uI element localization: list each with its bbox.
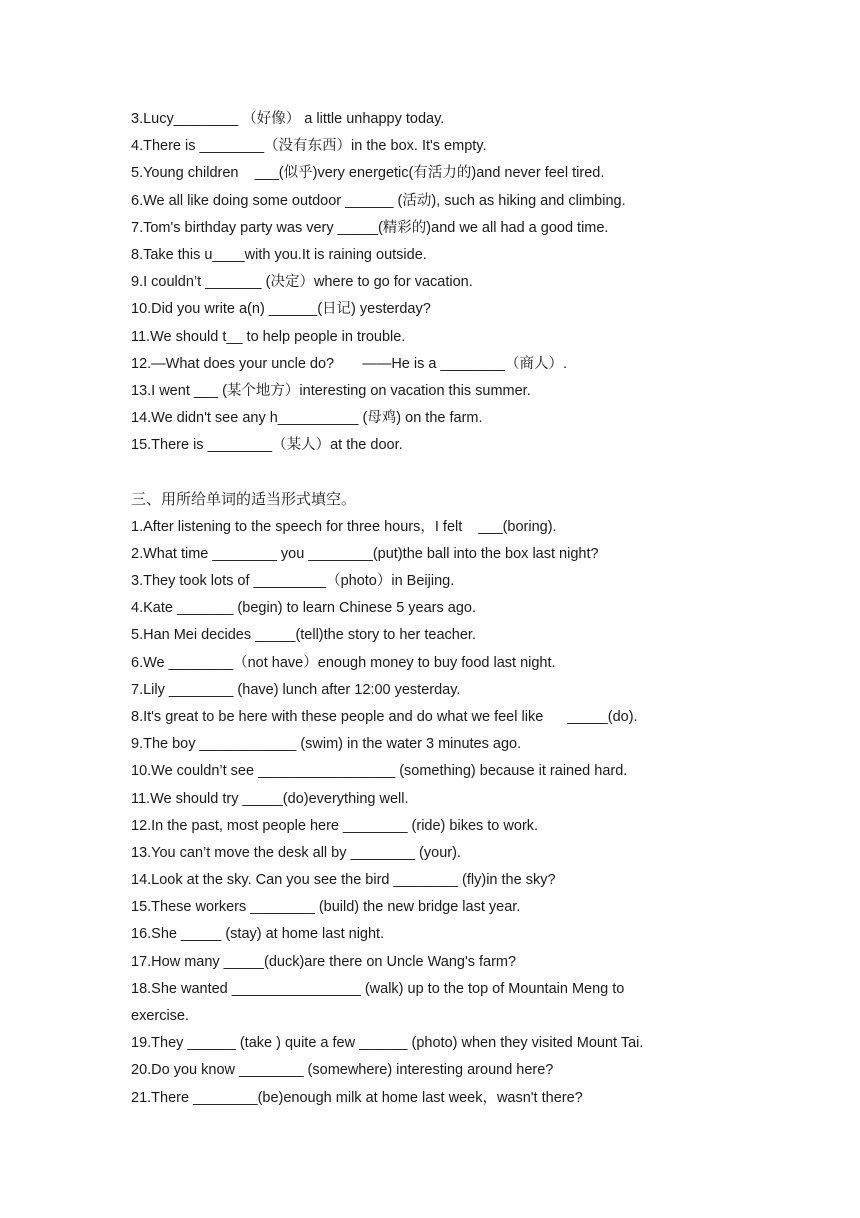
exercise-item: 20.Do you know ________ (somewhere) interesting around here?	[131, 1062, 554, 1079]
exercise-item: 4.Kate _______ (begin) to learn Chinese 5 years ago.	[131, 600, 477, 617]
exercise-item: 7.Lily ________ (have) lunch after 12:00 yesterday.	[131, 681, 461, 698]
exercise-item: 3.Lucy________ （好像） a little unhappy today.	[131, 111, 445, 127]
exercise-item: 7.Tom's birthday party was very _____(精彩的)and we all had a good time.	[131, 219, 609, 236]
exercise-item: 14.We didn't see any h__________ (母鸡) on the farm.	[131, 410, 483, 427]
exercise-item: 5.Han Mei decides _____(tell)the story to her teacher.	[131, 627, 476, 644]
exercise-item: 12.In the past, most people here ________ (ride) bikes to work.	[131, 817, 539, 834]
exercise-item: 10.We couldn’t see _________________ (something) because it rained hard.	[131, 763, 628, 780]
part-two-section	[131, 106, 771, 459]
exercise-item: 13.You can’t move the desk all by ________ (your).	[131, 844, 461, 861]
exercise-item: 11.We should t__ to help people in trouble.	[131, 328, 406, 345]
exercise-item: 9.I couldn’t _______ (决定）where to go for vacation.	[131, 274, 473, 291]
exercise-item: 14.Look at the sky. Can you see the bird ________ (fly)in the sky?	[131, 872, 556, 889]
exercise-item: 15.These workers ________ (build) the new bridge last year.	[131, 899, 521, 916]
exercise-item: 1.After listening to the speech for three hours，I felt ___(boring).	[131, 518, 557, 535]
exercise-item: 4.There is ________（没有东西）in the box. It's empty.	[131, 138, 487, 155]
exercise-item-continuation: exercise.	[131, 1008, 190, 1024]
exercise-item: 15.There is ________（某人）at the door.	[131, 437, 403, 454]
exercise-item: 19.They ______ (take ) quite a few ______ (photo) when they visited Mount Tai.	[131, 1035, 644, 1052]
exercise-item: 16.She _____ (stay) at home last night.	[131, 926, 385, 943]
exercise-item: 10.Did you write a(n) ______(日记) yesterday?	[131, 301, 431, 318]
exercise-item: 3.They took lots of _________（photo）in Beijing.	[131, 573, 455, 589]
part-three-section	[131, 486, 771, 1111]
exercise-item: 2.What time ________ you ________(put)the ball into the box last night?	[131, 545, 599, 562]
exercise-item: 6.We all like doing some outdoor ______ (活动), such as hiking and climbing.	[131, 192, 626, 209]
section-spacer	[131, 459, 771, 486]
exercise-item: 5.Young children ___(似乎)very energetic(有活力的)and never feel tired.	[131, 165, 605, 182]
exercise-item: 6.We ________（not have）enough money to buy food last night.	[131, 654, 556, 671]
exercise-item: 9.The boy ____________ (swim) in the water 3 minutes ago.	[131, 736, 522, 753]
exercise-item: 8.Take this u____with you.It is raining outside.	[131, 246, 427, 263]
exercise-item: 13.I went ___ (某个地方）interesting on vacation this summer.	[131, 382, 531, 399]
exercise-item: 8.It's great to be here with these people and do what we feel like _____(do).	[131, 708, 638, 725]
exercise-item: 17.How many _____(duck)are there on Uncle Wang's farm?	[131, 953, 517, 970]
worksheet-page	[131, 106, 771, 1112]
exercise-item: 11.We should try _____(do)everything well.	[131, 790, 409, 807]
exercise-item: 18.She wanted ________________ (walk) up to the top of Mountain Meng to	[131, 980, 625, 997]
exercise-item: 12.—What does your uncle do? ——He is a ________（商人）.	[131, 355, 568, 372]
exercise-item: 21.There ________(be)enough milk at home last week，wasn't there?	[131, 1089, 583, 1106]
section-heading: 三、用所给单词的适当形式填空。	[131, 490, 357, 509]
